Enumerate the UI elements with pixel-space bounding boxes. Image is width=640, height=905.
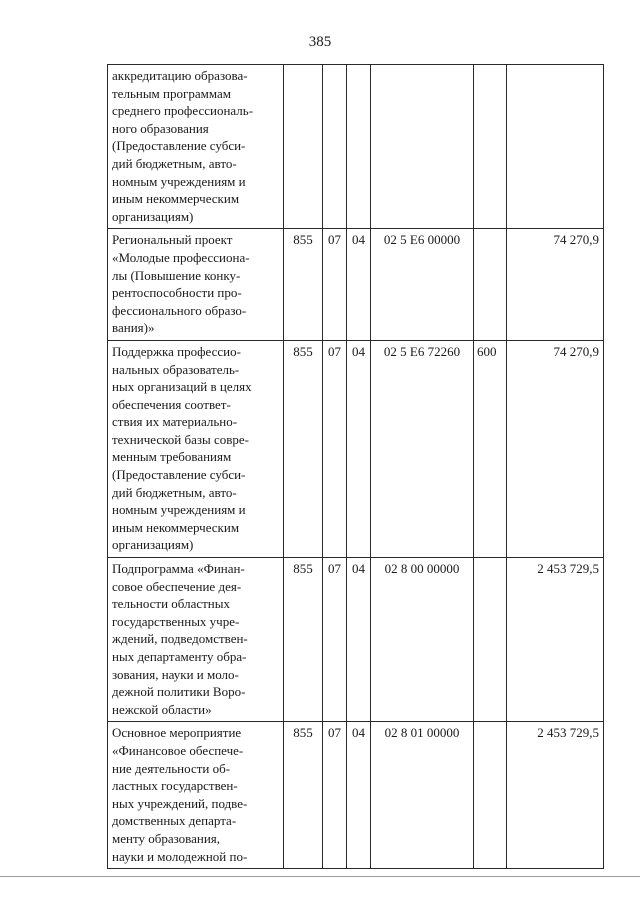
row-name-line: ного образования (112, 120, 209, 136)
target-code-cell (371, 65, 474, 229)
row-name-line: Подпрограмма «Финан- (112, 561, 245, 577)
row-name-line: номным учреждениям и (112, 173, 246, 189)
subsection-code-cell: 04 (347, 558, 371, 722)
target-code-cell: 02 8 00 00000 (371, 558, 474, 722)
row-name-line: рентоспособности про- (112, 285, 242, 301)
row-name-line: тельным программам (112, 85, 231, 101)
amount-cell: 2 453 729,5 (507, 722, 604, 869)
row-name-line: (Предоставление субси- (112, 467, 246, 483)
row-name-cell (108, 229, 284, 341)
row-name-line: (Предоставление субси- (112, 138, 246, 154)
row-name-line: дежной политики Воро- (112, 684, 246, 700)
row-name-line: менту образования, (112, 830, 221, 846)
row-name-line: обеспечения соответ- (112, 396, 231, 412)
row-name-cell (108, 558, 284, 722)
ministry-code-cell: 855 (284, 722, 323, 869)
row-name-line: номным учреждениям и (112, 502, 246, 518)
ministry-code-cell: 855 (284, 229, 323, 341)
row-name-line: менным требованиям (112, 449, 232, 465)
row-name-line: нальных образователь- (112, 361, 240, 377)
row-name-line: нежской области» (112, 701, 212, 717)
row-name-line: технической базы совре- (112, 431, 249, 447)
section-code-cell (323, 65, 347, 229)
row-name-line: ствия их материально- (112, 414, 238, 430)
row-name-line: ластных государствен- (112, 778, 238, 794)
row-name-line: Поддержка профессио- (112, 343, 241, 359)
expense-type-cell (474, 722, 507, 869)
row-name-line: ных организаций в целях (112, 379, 252, 395)
amount-cell (507, 65, 604, 229)
row-name-cell (108, 65, 284, 229)
table-row (108, 65, 604, 229)
row-name-line: аккредитацию образова- (112, 68, 248, 83)
row-name-line: дий бюджетным, авто- (112, 155, 237, 171)
section-code-cell: 07 (323, 722, 347, 869)
section-code-cell: 07 (323, 340, 347, 557)
section-code-cell: 07 (323, 229, 347, 341)
row-name-line: зования, науки и моло- (112, 666, 239, 682)
row-name-line: фессионального образо- (112, 302, 247, 318)
row-name-line: «Финансовое обеспече- (112, 742, 244, 758)
row-name-line: организациям) (112, 537, 194, 553)
subsection-code-cell: 04 (347, 722, 371, 869)
row-name-line: науки и молодежной по- (112, 848, 248, 864)
table-row (108, 722, 604, 869)
expense-type-cell (474, 65, 507, 229)
row-name-line: организациям) (112, 208, 194, 224)
table-row (108, 340, 604, 557)
row-name-line: совое обеспечение дея- (112, 578, 242, 594)
ministry-code-cell: 855 (284, 340, 323, 557)
row-name-line: «Молодые профессиона- (112, 249, 250, 265)
row-name-line: среднего профессиональ- (112, 103, 254, 119)
amount-cell: 74 270,9 (507, 229, 604, 341)
target-code-cell: 02 5 Е6 00000 (371, 229, 474, 341)
amount-cell: 74 270,9 (507, 340, 604, 557)
table-row (108, 229, 604, 341)
row-name-line: ных учреждений, подве- (112, 795, 248, 811)
expense-type-cell: 600 (474, 340, 507, 557)
row-name-line: домственных департа- (112, 813, 237, 829)
row-name-line: государственных учре- (112, 613, 240, 629)
section-code-cell: 07 (323, 558, 347, 722)
target-code-cell: 02 5 Е6 72260 (371, 340, 474, 557)
subsection-code-cell (347, 65, 371, 229)
page-number: 385 (308, 34, 332, 50)
budget-table-body (108, 65, 604, 869)
table-row (108, 558, 604, 722)
row-name-line: ние деятельности об- (112, 760, 231, 776)
ministry-code-cell (284, 65, 323, 229)
row-name-line: ждений, подведомствен- (112, 631, 248, 647)
amount-cell: 2 453 729,5 (507, 558, 604, 722)
row-name-line: дий бюджетным, авто- (112, 484, 237, 500)
row-name-line: тельности областных (112, 596, 230, 612)
row-name-line: Региональный проект (112, 232, 233, 248)
subsection-code-cell: 04 (347, 229, 371, 341)
scan-bottom-edge-line (0, 876, 640, 877)
ministry-code-cell: 855 (284, 558, 323, 722)
row-name-line: ных департаменту обра- (112, 649, 247, 664)
target-code-cell: 02 8 01 00000 (371, 722, 474, 869)
row-name-line: Основное мероприятие (112, 725, 242, 741)
row-name-cell (108, 340, 284, 557)
budget-table (107, 64, 604, 869)
row-name-line: иным некоммерческим (112, 191, 240, 207)
expense-type-cell (474, 229, 507, 341)
row-name-cell (108, 722, 284, 869)
row-name-line: вания)» (112, 320, 155, 336)
expense-type-cell (474, 558, 507, 722)
row-name-line: иным некоммерческим (112, 519, 240, 535)
row-name-line: лы (Повышение конку- (112, 267, 241, 283)
subsection-code-cell: 04 (347, 340, 371, 557)
